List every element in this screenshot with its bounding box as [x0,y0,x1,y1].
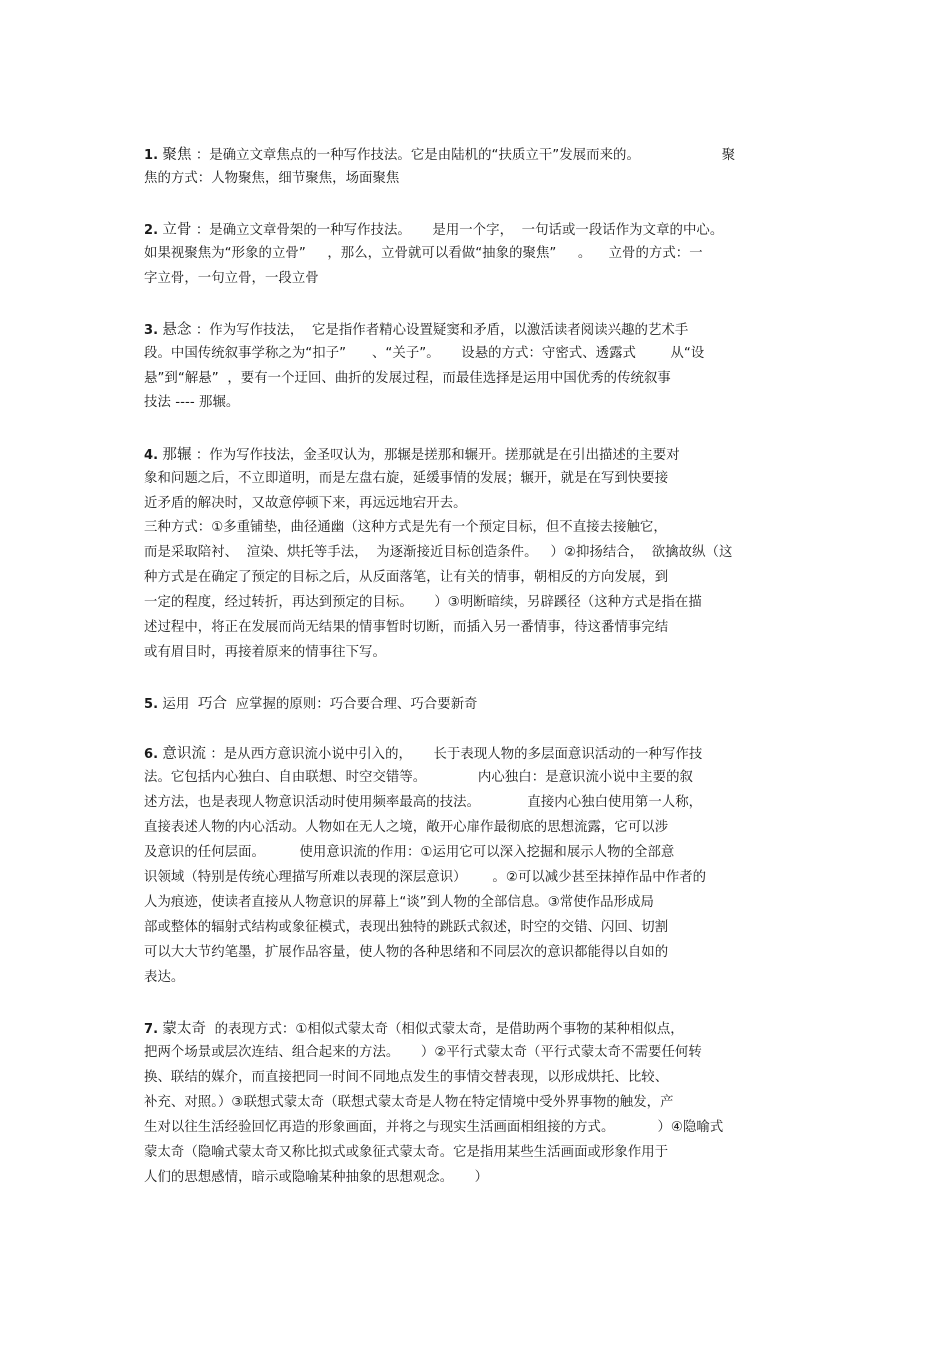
section-4-line-7: 一定的程度，经过转折，再达到预定的目标。 ）③明断暗续，另辟蹊径（这种方式是指在描 [144,595,702,610]
section-term: 立骨 [162,222,192,238]
section-4-line-9: 或有眉目时，再接着原来的情事往下写。 [144,645,386,660]
section-text: ：是确立文章焦点的一种写作技法。它是由陆机的“扶质立干”发展而来的。 聚 [191,148,736,163]
section-3-line-3: 悬”到“解悬” ，要有一个迂回、曲折的发展过程，而最佳选择是运用中国优秀的传统叙事 [144,371,671,386]
section-6-line-8: 部或整体的辐射式结构或象征模式，表现出独特的跳跃式叙述，时空的交错、闪回、切割 [144,920,669,935]
section-4-line-5: 而是采取陪衬、 渲染、烘托等手法， 为逐渐接近目标创造条件。 ）②抑扬结合， 欲擒故纵（这 [144,545,733,560]
section-7-line-3: 换、联结的媒介，而直接把同一时间不同地点发生的事情交替表现，以形成烘托、比较、 [144,1070,669,1085]
section-term: 蒙太奇 [162,1021,207,1037]
section-text: ：是从西方意识流小说中引入的， 长于表现人物的多层面意识活动的一种写作技 [206,747,703,762]
section-1-line-1 [144,146,735,165]
section-number: 4. [144,448,159,463]
section-4-line-8: 述过程中，将正在发展而尚无结果的情事暂时切断，而插入另一番情事，待这番情事完结 [144,620,669,635]
section-1-line-2: 焦的方式：人物聚焦，细节聚焦，场面聚焦 [144,171,400,186]
section-7-line-4: 补充、对照。）③联想式蒙太奇（联想式蒙太奇是人物在特定情境中受外界事物的触发，产 [144,1095,674,1110]
section-5-line-1 [144,695,478,714]
section-text: 的表现方式：①相似式蒙太奇（相似式蒙太奇，是借助两个事物的某种相似点， [206,1022,684,1037]
section-3-line-1 [144,321,688,340]
section-6-line-10: 表达。 [144,970,185,985]
section-6-line-7: 人为痕迹，使读者直接从人物意识的屏幕上“谈”到人物的全部信息。③常使作品形成局 [144,895,654,910]
section-number: 3. [144,323,159,338]
section-prefix: 运用 [162,697,194,712]
section-term: 聚焦 [162,147,192,163]
section-6-line-1 [144,745,702,764]
section-6-line-6: 识领域（特别是传统心理描写所难以表现的深层意识） 。②可以减少甚至抹掉作品中作者的 [144,870,707,885]
section-number: 2. [144,223,159,238]
section-4-line-1 [144,446,680,465]
section-7-line-5: 生对以往生活经验回忆再造的形象画面，并将之与现实生活画面相组接的方式。 ）④隐喻式 [144,1120,724,1135]
section-2-line-2: 如果视聚焦为“形象的立骨” ，那么，立骨就可以看做“抽象的聚焦” 。 立骨的方式：一 [144,246,703,261]
section-text: 应掌握的原则：巧合要合理、巧合要新奇 [227,697,478,712]
section-4-line-6: 种方式是在确定了预定的目标之后，从反面落笔，让有关的情事，朝相反的方向发展，到 [144,570,669,585]
section-term: 悬念 [162,322,192,338]
section-6-line-4: 直接表述人物的内心活动。人物如在无人之境，敞开心扉作最彻底的思想流露，它可以涉 [144,820,669,835]
section-3-line-2: 段。中国传统叙事学称之为“扣子” 、“关子”。 设悬的方式：守密式、透露式 从“设 [144,346,705,361]
section-number: 5. [144,697,159,712]
section-4-line-2: 象和问题之后，不立即道明，而是左盘右旋，延缓事情的发展；辗开，就是在写到快要接 [144,471,669,486]
section-3-line-4: 技法 ---- 那辗。 [144,395,240,410]
section-term: 那辗 [162,447,192,463]
section-term: 巧合 [197,696,228,712]
section-text: ：是确立文章骨架的一种写作技法。 是用一个字， 一句话或一段话作为文章的中心。 [191,223,724,238]
section-7-line-1 [144,1020,684,1039]
section-text: ：作为写作技法， 它是指作者精心设置疑窦和矛盾，以激活读者阅读兴趣的艺术手 [191,323,689,338]
section-6-line-2: 法。它包括内心独白、自由联想、时空交错等。 内心独白：是意识流小说中主要的叙 [144,770,693,785]
section-term: 意识流 [162,746,207,762]
section-6-line-5: 及意识的任何层面。 使用意识流的作用：①运用它可以深入挖掘和展示人物的全部意 [144,845,675,860]
section-number: 6. [144,747,159,762]
section-7-line-7: 人们的思想感情，暗示或隐喻某种抽象的思想观念。 ） [144,1170,489,1185]
section-6-line-9: 可以大大节约笔墨，扩展作品容量，使人物的各种思绪和不同层次的意识都能得以自如的 [144,945,669,960]
section-2-line-3: 字立骨，一句立骨，一段立骨 [144,271,319,286]
section-4-line-3: 近矛盾的解决时，又故意停顿下来，再远远地宕开去。 [144,496,467,511]
section-number: 1. [144,148,159,163]
section-text: ：作为写作技法，金圣叹认为，那辗是搓那和辗开。搓那就是在引出描述的主要对 [191,448,680,463]
section-2-line-1 [144,221,723,240]
section-7-line-2: 把两个场景或层次连结、组合起来的方法。 ）②平行式蒙太奇（平行式蒙太奇不需要任何转 [144,1045,702,1060]
section-6-line-3: 述方法，也是表现人物意识活动时使用频率最高的技法。 直接内心独白使用第一人称， [144,795,703,810]
section-7-line-6: 蒙太奇（隐喻式蒙太奇又称比拟式或象征式蒙太奇。它是指用某些生活画面或形象作用于 [144,1145,669,1160]
section-4-line-4: 三种方式：①多重铺垫，曲径通幽（这种方式是先有一个预定目标，但不直接去接触它， [144,520,667,535]
section-number: 7. [144,1022,159,1037]
